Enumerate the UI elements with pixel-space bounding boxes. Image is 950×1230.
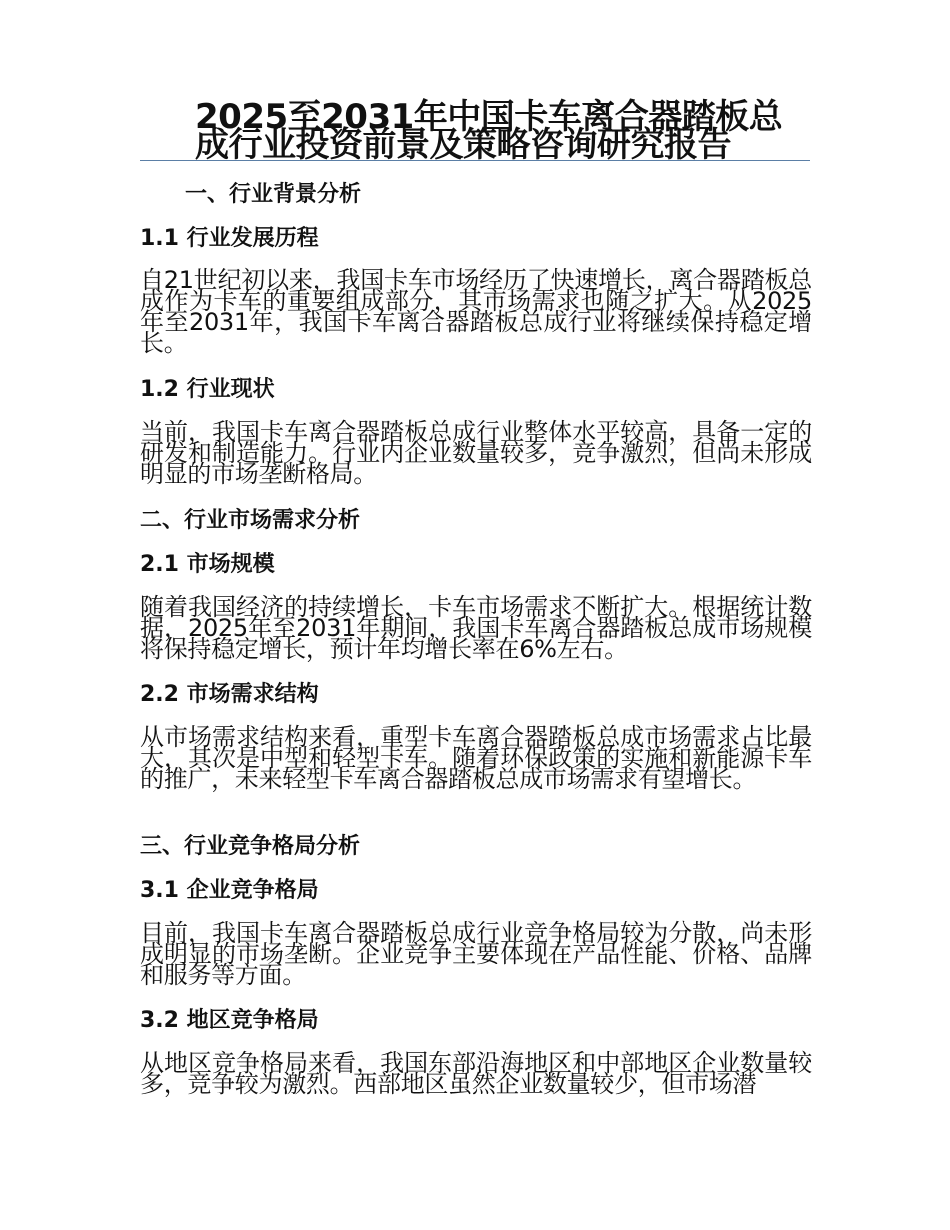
paragraph-3-1: 目前，我国卡车离合器踏板总成行业竞争格局较为分散，尚未形成明显的市场垄断。企业竞争主要体现在产品性能、价格、品牌和服务等方面。	[140, 919, 812, 989]
subsection-heading-1-1: 1.1 行业发展历程	[140, 226, 319, 251]
subsection-heading-1-2: 1.2 行业现状	[140, 377, 275, 402]
paragraph-2-2: 从市场需求结构来看，重型卡车离合器踏板总成市场需求占比最大，其次是中型和轻型卡车。随着环保政策的实施和新能源卡车的推广，未来轻型卡车离合器踏板总成市场需求有望增长。	[140, 723, 812, 793]
subsection-heading-3-1: 3.1 企业竞争格局	[140, 878, 319, 903]
subsection-heading-2-1: 2.1 市场规模	[140, 552, 275, 577]
section-heading-3: 三、行业竞争格局分析	[140, 834, 361, 859]
document-title: 2025至2031年中国卡车离合器踏板总成行业投资前景及策略咨询研究报告	[195, 97, 783, 165]
title-underline	[140, 160, 810, 161]
paragraph-2-1: 随着我国经济的持续增长，卡车市场需求不断扩大。根据统计数据，2025年至2031年期间，我国卡车离合器踏板总成市场规模将保持稳定增长，预计年均增长率在6%左右。	[140, 593, 812, 663]
section-heading-2: 二、行业市场需求分析	[140, 508, 361, 533]
subsection-heading-2-2: 2.2 市场需求结构	[140, 682, 319, 707]
paragraph-3-2: 从地区竞争格局来看，我国东部沿海地区和中部地区企业数量较多，竞争较为激烈。西部地区虽然企业数量较少，但市场潜	[140, 1049, 812, 1098]
paragraph-1-1: 自21世纪初以来，我国卡车市场经历了快速增长，离合器踏板总成作为卡车的重要组成部分，其市场需求也随之扩大。从2025年至2031年，我国卡车离合器踏板总成行业将继续保持稳定增长。	[140, 266, 812, 357]
section-heading-1: 一、行业背景分析	[185, 182, 362, 207]
paragraph-1-2: 当前，我国卡车离合器踏板总成行业整体水平较高，具备一定的研发和制造能力。行业内企业数量较多，竞争激烈，但尚未形成明显的市场垄断格局。	[140, 418, 812, 488]
subsection-heading-3-2: 3.2 地区竞争格局	[140, 1008, 319, 1033]
